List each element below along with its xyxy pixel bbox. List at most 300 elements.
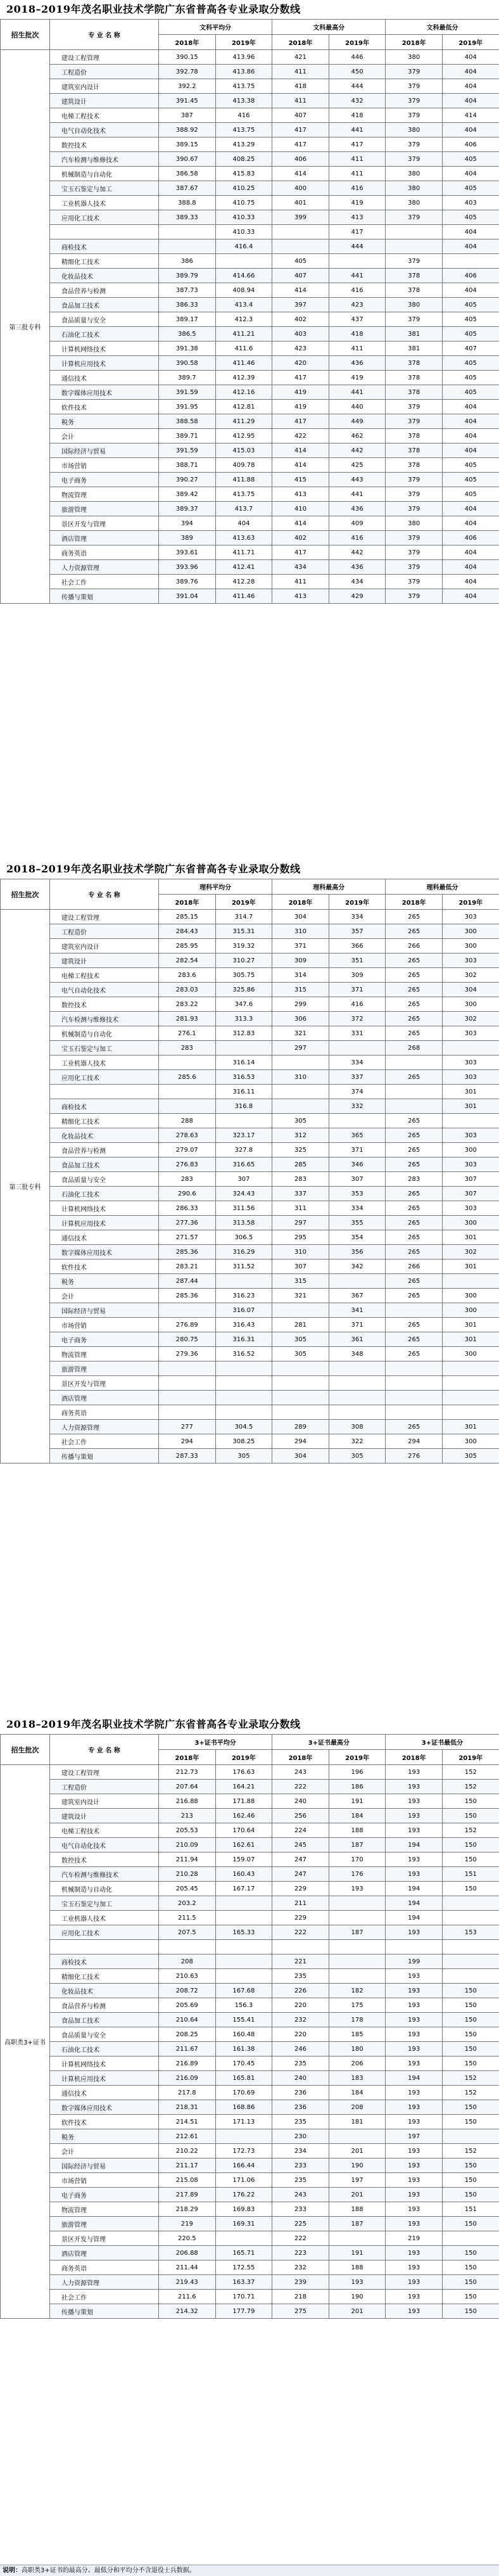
score-cell: 287.33 — [159, 1449, 216, 1463]
score-cell: 316.29 — [215, 1245, 272, 1259]
table-row — [1, 385, 499, 400]
score-cell: 380 — [386, 181, 443, 196]
table-row — [1, 1085, 499, 1099]
score-cell: 216.09 — [159, 2071, 216, 2086]
score-cell: 266 — [386, 939, 443, 953]
score-cell: 413.38 — [215, 94, 272, 108]
score-cell: 305 — [442, 1449, 499, 1463]
score-cell: 276.1 — [159, 1026, 216, 1041]
score-cell: 378 — [386, 269, 443, 283]
score-cell — [442, 1041, 499, 1055]
year-header: 2018年 — [386, 895, 443, 910]
score-cell: 302 — [442, 968, 499, 983]
score-cell: 219 — [386, 2231, 443, 2246]
score-cell: 300 — [442, 1216, 499, 1230]
score-cell: 233 — [272, 2158, 329, 2173]
score-cell: 295 — [272, 1230, 329, 1245]
score-cell: 379 — [386, 108, 443, 123]
major-name-cell: 税务 — [50, 414, 159, 429]
major-name-cell: 人力资源管理 — [50, 2275, 159, 2290]
score-cell: 389.71 — [159, 429, 216, 443]
score-cell: 405 — [442, 458, 499, 473]
score-cell: 436 — [329, 356, 386, 371]
score-cell: 193 — [386, 2115, 443, 2129]
score-cell: 301 — [442, 1085, 499, 1099]
score-cell: 167.17 — [215, 1882, 272, 1896]
score-cell: 247 — [272, 1852, 329, 1867]
major-name-cell: 建筑室内设计 — [50, 79, 159, 94]
score-cell: 265 — [386, 1070, 443, 1085]
score-cell: 235 — [272, 2173, 329, 2188]
table-row — [1, 341, 499, 356]
score-cell: 409.78 — [215, 458, 272, 473]
score-cell — [329, 1896, 386, 1911]
score-cell: 265 — [386, 1012, 443, 1026]
score-cell: 419 — [329, 371, 386, 385]
score-cell: 411 — [329, 341, 386, 356]
score-cell: 265 — [386, 910, 443, 924]
score-cell: 245 — [272, 1838, 329, 1852]
table-row — [1, 1823, 499, 1838]
table-row — [1, 2173, 499, 2188]
major-name-cell: 机械制造与自动化 — [50, 167, 159, 181]
score-cell — [215, 1969, 272, 1984]
score-cell: 193 — [386, 2188, 443, 2202]
score-cell: 391.59 — [159, 385, 216, 400]
group-header: 理科平均分 — [159, 879, 272, 895]
score-cell: 294 — [272, 1434, 329, 1449]
major-name-cell: 传播与策划 — [50, 2304, 159, 2319]
score-cell: 190 — [329, 2290, 386, 2304]
major-name-cell — [50, 225, 159, 239]
score-cell: 150 — [442, 2304, 499, 2319]
major-name-cell: 电气自动化技术 — [50, 983, 159, 997]
score-cell: 152 — [442, 2144, 499, 2158]
group-header: 3+证书最低分 — [386, 1735, 499, 1750]
score-cell: 310 — [272, 1070, 329, 1085]
score-cell: 265 — [386, 1274, 443, 1289]
score-cell — [442, 1969, 499, 1984]
score-cell: 276.83 — [159, 1157, 216, 1172]
score-cell: 304 — [272, 1449, 329, 1463]
score-cell: 150 — [442, 2013, 499, 2027]
score-cell: 285.15 — [159, 910, 216, 924]
score-cell: 207.5 — [159, 1925, 216, 1940]
score-cell: 206.88 — [159, 2246, 216, 2260]
major-name-cell: 应用化工技术 — [50, 1070, 159, 1085]
score-cell: 211.94 — [159, 1852, 216, 1867]
score-cell: 150 — [442, 2290, 499, 2304]
major-name-cell: 人力资源管理 — [50, 1420, 159, 1434]
major-name-cell: 电气自动化技术 — [50, 123, 159, 137]
batch-header: 招生批次 — [1, 20, 50, 50]
major-name-cell: 物流管理 — [50, 2202, 159, 2217]
score-cell: 301 — [442, 1332, 499, 1347]
major-name-cell: 电梯工程技术 — [50, 108, 159, 123]
major-name-cell: 物流管理 — [50, 1347, 159, 1361]
table-row — [1, 2071, 499, 2086]
score-cell: 442 — [329, 545, 386, 560]
score-cell: 163.37 — [215, 2275, 272, 2290]
score-cell — [159, 1376, 216, 1391]
table-row — [1, 1794, 499, 1809]
score-cell: 193 — [386, 2042, 443, 2056]
score-cell — [442, 1391, 499, 1405]
score-cell: 220 — [272, 1998, 329, 2013]
score-cell — [215, 2231, 272, 2246]
score-cell — [272, 1405, 329, 1420]
score-cell: 410.75 — [215, 196, 272, 210]
score-cell: 226 — [272, 1984, 329, 1998]
score-cell: 177.79 — [215, 2304, 272, 2319]
score-cell: 300 — [442, 1289, 499, 1303]
score-cell: 193 — [386, 2056, 443, 2071]
score-cell: 285.95 — [159, 939, 216, 953]
score-cell: 415.83 — [215, 167, 272, 181]
score-cell: 300 — [442, 1434, 499, 1449]
score-cell: 434 — [329, 575, 386, 589]
score-cell — [329, 1361, 386, 1376]
batch-cell: 第三批专科 — [1, 50, 50, 604]
score-cell — [386, 1085, 443, 1099]
score-cell: 203.2 — [159, 1896, 216, 1911]
table-row — [1, 1984, 499, 1998]
score-cell: 153 — [442, 1925, 499, 1940]
score-cell: 414 — [272, 283, 329, 298]
score-cell: 404 — [442, 400, 499, 414]
major-name-cell: 电梯工程技术 — [50, 968, 159, 983]
score-cell — [386, 239, 443, 254]
year-header: 2019年 — [215, 1750, 272, 1765]
score-cell: 217.89 — [159, 2188, 216, 2202]
score-cell: 404 — [442, 94, 499, 108]
score-cell: 316.53 — [215, 1070, 272, 1085]
score-cell: 222 — [272, 2231, 329, 2246]
score-cell: 387.73 — [159, 283, 216, 298]
year-header: 2018年 — [272, 895, 329, 910]
score-cell — [272, 1303, 329, 1318]
score-cell: 214.32 — [159, 2304, 216, 2319]
score-cell: 283.6 — [159, 968, 216, 983]
score-cell: 409 — [329, 516, 386, 531]
major-name-cell: 建设工程管理 — [50, 910, 159, 924]
table-row — [1, 531, 499, 545]
score-cell: 388.8 — [159, 196, 216, 210]
score-cell: 150 — [442, 2188, 499, 2202]
score-cell: 405 — [442, 356, 499, 371]
score-cell: 193 — [386, 2217, 443, 2231]
score-cell: 404 — [442, 429, 499, 443]
score-cell: 150 — [442, 1852, 499, 1867]
score-cell: 406 — [442, 531, 499, 545]
score-cell: 404 — [215, 516, 272, 531]
score-cell: 193 — [386, 1823, 443, 1838]
score-cell: 379 — [386, 589, 443, 604]
score-cell: 235 — [272, 2056, 329, 2071]
major-name-cell: 计算机应用技术 — [50, 2071, 159, 2086]
score-cell: 283.21 — [159, 1259, 216, 1274]
score-cell: 380 — [386, 298, 443, 312]
score-cell: 399 — [272, 210, 329, 225]
score-cell: 441 — [329, 487, 386, 502]
score-cell: 243 — [272, 1765, 329, 1780]
score-cell — [329, 1391, 386, 1405]
score-cell: 265 — [386, 968, 443, 983]
score-cell: 196 — [329, 1765, 386, 1780]
major-name-cell: 国际经济与贸易 — [50, 2158, 159, 2173]
score-cell: 212.73 — [159, 1765, 216, 1780]
score-cell: 405 — [442, 487, 499, 502]
score-cell: 380 — [386, 516, 443, 531]
score-cell: 404 — [442, 50, 499, 65]
score-cell: 193 — [386, 1998, 443, 2013]
score-cell: 193 — [386, 2275, 443, 2290]
table-row — [1, 983, 499, 997]
score-cell: 194 — [386, 1896, 443, 1911]
score-cell: 321 — [272, 1026, 329, 1041]
score-cell: 378 — [386, 429, 443, 443]
score-cell: 279.36 — [159, 1347, 216, 1361]
score-cell: 413.4 — [215, 298, 272, 312]
table-row — [1, 2188, 499, 2202]
score-cell — [386, 1361, 443, 1376]
score-cell: 404 — [442, 239, 499, 254]
score-cell: 240 — [272, 2071, 329, 2086]
score-cell: 304.5 — [215, 1420, 272, 1434]
score-cell: 386.58 — [159, 167, 216, 181]
score-cell: 429 — [329, 589, 386, 604]
score-cell: 287.44 — [159, 1274, 216, 1289]
score-cell: 300 — [442, 939, 499, 953]
major-name-cell: 电气自动化技术 — [50, 1838, 159, 1852]
major-name-cell: 商检技术 — [50, 1099, 159, 1114]
score-cell: 315.31 — [215, 924, 272, 939]
table-row — [1, 2056, 499, 2071]
score-cell: 168.86 — [215, 2100, 272, 2115]
score-cell: 379 — [386, 502, 443, 516]
footnote-text: 高职类3+证书的最高分、最低分和平均分不含退役士兵数据。 — [22, 2567, 196, 2574]
score-cell: 193 — [386, 2086, 443, 2100]
score-cell: 406 — [442, 269, 499, 283]
score-cell: 367 — [329, 1289, 386, 1303]
score-cell: 150 — [442, 2100, 499, 2115]
score-cell: 405 — [442, 371, 499, 385]
major-name-cell: 商务英语 — [50, 1405, 159, 1420]
score-cell: 410 — [272, 502, 329, 516]
table-row — [1, 94, 499, 108]
score-cell: 405 — [442, 181, 499, 196]
group-header: 文科最低分 — [386, 20, 499, 35]
score-cell: 214.51 — [159, 2115, 216, 2129]
score-cell: 386.33 — [159, 298, 216, 312]
score-cell: 418 — [329, 108, 386, 123]
score-cell: 285.36 — [159, 1245, 216, 1259]
score-cell: 194 — [386, 2071, 443, 2086]
table-row — [1, 2042, 499, 2056]
batch-header: 招生批次 — [1, 879, 50, 910]
table-row — [1, 1347, 499, 1361]
score-cell: 299 — [272, 997, 329, 1012]
score-cell — [329, 1969, 386, 1984]
major-header: 专 业 名 称 — [50, 879, 159, 910]
score-cell — [442, 254, 499, 269]
score-cell: 417 — [272, 137, 329, 152]
score-cell: 236 — [272, 2086, 329, 2100]
group-header: 3+证书平均分 — [159, 1735, 272, 1750]
section-1 — [0, 0, 499, 604]
score-cell: 211.6 — [159, 2290, 216, 2304]
score-cell: 414 — [272, 443, 329, 458]
major-name-cell: 工业机器人技术 — [50, 1055, 159, 1070]
major-name-cell: 通信技术 — [50, 2086, 159, 2100]
table-row — [1, 2275, 499, 2290]
score-cell: 220.5 — [159, 2231, 216, 2246]
score-cell: 265 — [386, 1420, 443, 1434]
major-name-cell: 计算机应用技术 — [50, 356, 159, 371]
score-cell: 379 — [386, 473, 443, 487]
year-header: 2019年 — [329, 895, 386, 910]
score-cell: 314 — [272, 968, 329, 983]
score-cell: 331 — [329, 1026, 386, 1041]
table-row — [1, 1201, 499, 1216]
score-cell: 404 — [442, 65, 499, 79]
score-cell — [442, 1361, 499, 1376]
table-row — [1, 1012, 499, 1026]
score-cell: 417 — [272, 545, 329, 560]
table-row — [1, 1303, 499, 1318]
score-cell: 211.44 — [159, 2260, 216, 2275]
table-title: 2018–2019年茂名职业技术学院广东省普高各专业录取分数线 — [0, 860, 499, 879]
table-row — [1, 269, 499, 283]
major-name-cell: 食品质量与安全 — [50, 1172, 159, 1187]
score-cell: 150 — [442, 1882, 499, 1896]
table-row — [1, 1332, 499, 1347]
score-cell — [329, 1940, 386, 1954]
score-cell: 425 — [329, 458, 386, 473]
score-cell: 441 — [329, 385, 386, 400]
score-cell: 187 — [329, 1925, 386, 1940]
score-cell: 285 — [272, 1157, 329, 1172]
score-cell: 265 — [386, 1318, 443, 1332]
score-cell: 222 — [272, 1780, 329, 1794]
score-cell: 351 — [329, 953, 386, 968]
major-name-cell: 工程造价 — [50, 1780, 159, 1794]
major-name-cell: 计算机应用技术 — [50, 1216, 159, 1230]
score-cell: 411.46 — [215, 589, 272, 604]
score-cell: 300 — [442, 997, 499, 1012]
score-cell: 404 — [442, 589, 499, 604]
score-cell: 322 — [329, 1434, 386, 1449]
table-row — [1, 1289, 499, 1303]
score-cell: 303 — [442, 1026, 499, 1041]
score-cell: 150 — [442, 2042, 499, 2056]
score-cell: 404 — [442, 225, 499, 239]
table-row — [1, 1274, 499, 1289]
table-row — [1, 225, 499, 239]
score-cell: 443 — [329, 473, 386, 487]
score-cell: 371 — [329, 1143, 386, 1157]
score-cell: 193 — [386, 2260, 443, 2275]
major-name-cell: 会计 — [50, 429, 159, 443]
score-cell — [272, 1055, 329, 1070]
score-cell — [215, 1361, 272, 1376]
score-cell: 346 — [329, 1157, 386, 1172]
score-cell: 411 — [272, 65, 329, 79]
score-cell: 301 — [442, 1259, 499, 1274]
score-cell: 380 — [386, 50, 443, 65]
group-header: 文科平均分 — [159, 20, 272, 35]
score-cell: 171.06 — [215, 2173, 272, 2188]
table-row — [1, 545, 499, 560]
batch-cell: 第三批专科 — [1, 910, 50, 1463]
major-name-cell — [50, 1085, 159, 1099]
score-cell: 280.75 — [159, 1332, 216, 1347]
table-row — [1, 1245, 499, 1259]
score-cell: 413.86 — [215, 65, 272, 79]
table-row — [1, 1420, 499, 1434]
major-name-cell: 汽车检测与维修技术 — [50, 1012, 159, 1026]
score-cell: 164.21 — [215, 1780, 272, 1794]
score-cell: 378 — [386, 458, 443, 473]
table-row — [1, 1940, 499, 1954]
score-cell — [159, 1099, 216, 1114]
score-cell: 379 — [386, 400, 443, 414]
major-name-cell: 电子商务 — [50, 2188, 159, 2202]
major-name-cell: 传播与策划 — [50, 589, 159, 604]
major-name-cell: 软件技术 — [50, 2115, 159, 2129]
score-cell: 265 — [386, 1114, 443, 1128]
score-cell — [272, 1376, 329, 1391]
score-cell: 354 — [329, 1230, 386, 1245]
score-cell: 393.61 — [159, 545, 216, 560]
score-cell: 207.64 — [159, 1780, 216, 1794]
score-cell: 411.71 — [215, 545, 272, 560]
score-cell: 276 — [386, 1449, 443, 1463]
score-cell: 404 — [442, 575, 499, 589]
score-cell: 305 — [329, 1449, 386, 1463]
table-row — [1, 371, 499, 385]
major-name-cell: 食品加工技术 — [50, 1157, 159, 1172]
score-cell: 230 — [272, 2129, 329, 2144]
score-cell — [215, 254, 272, 269]
table-row — [1, 1809, 499, 1823]
score-cell: 379 — [386, 137, 443, 152]
major-name-cell: 石油化工技术 — [50, 1187, 159, 1201]
major-name-cell: 软件技术 — [50, 1259, 159, 1274]
score-cell: 449 — [329, 414, 386, 429]
score-cell: 379 — [386, 545, 443, 560]
score-cell: 297 — [272, 1216, 329, 1230]
score-cell: 170 — [329, 1852, 386, 1867]
score-cell — [215, 1041, 272, 1055]
score-cell: 233 — [272, 2202, 329, 2217]
score-cell — [442, 1405, 499, 1420]
score-cell: 283 — [159, 1172, 216, 1187]
score-cell: 404 — [442, 283, 499, 298]
score-cell: 412.41 — [215, 560, 272, 575]
score-cell: 213 — [159, 1809, 216, 1823]
table-row — [1, 312, 499, 327]
table-row — [1, 254, 499, 269]
score-cell — [386, 1405, 443, 1420]
score-cell: 446 — [329, 50, 386, 65]
score-cell: 265 — [386, 983, 443, 997]
major-name-cell: 数字媒体应用技术 — [50, 385, 159, 400]
table-row — [1, 2246, 499, 2260]
footnote — [0, 2565, 499, 2576]
score-cell: 381 — [386, 341, 443, 356]
score-cell: 371 — [272, 939, 329, 953]
